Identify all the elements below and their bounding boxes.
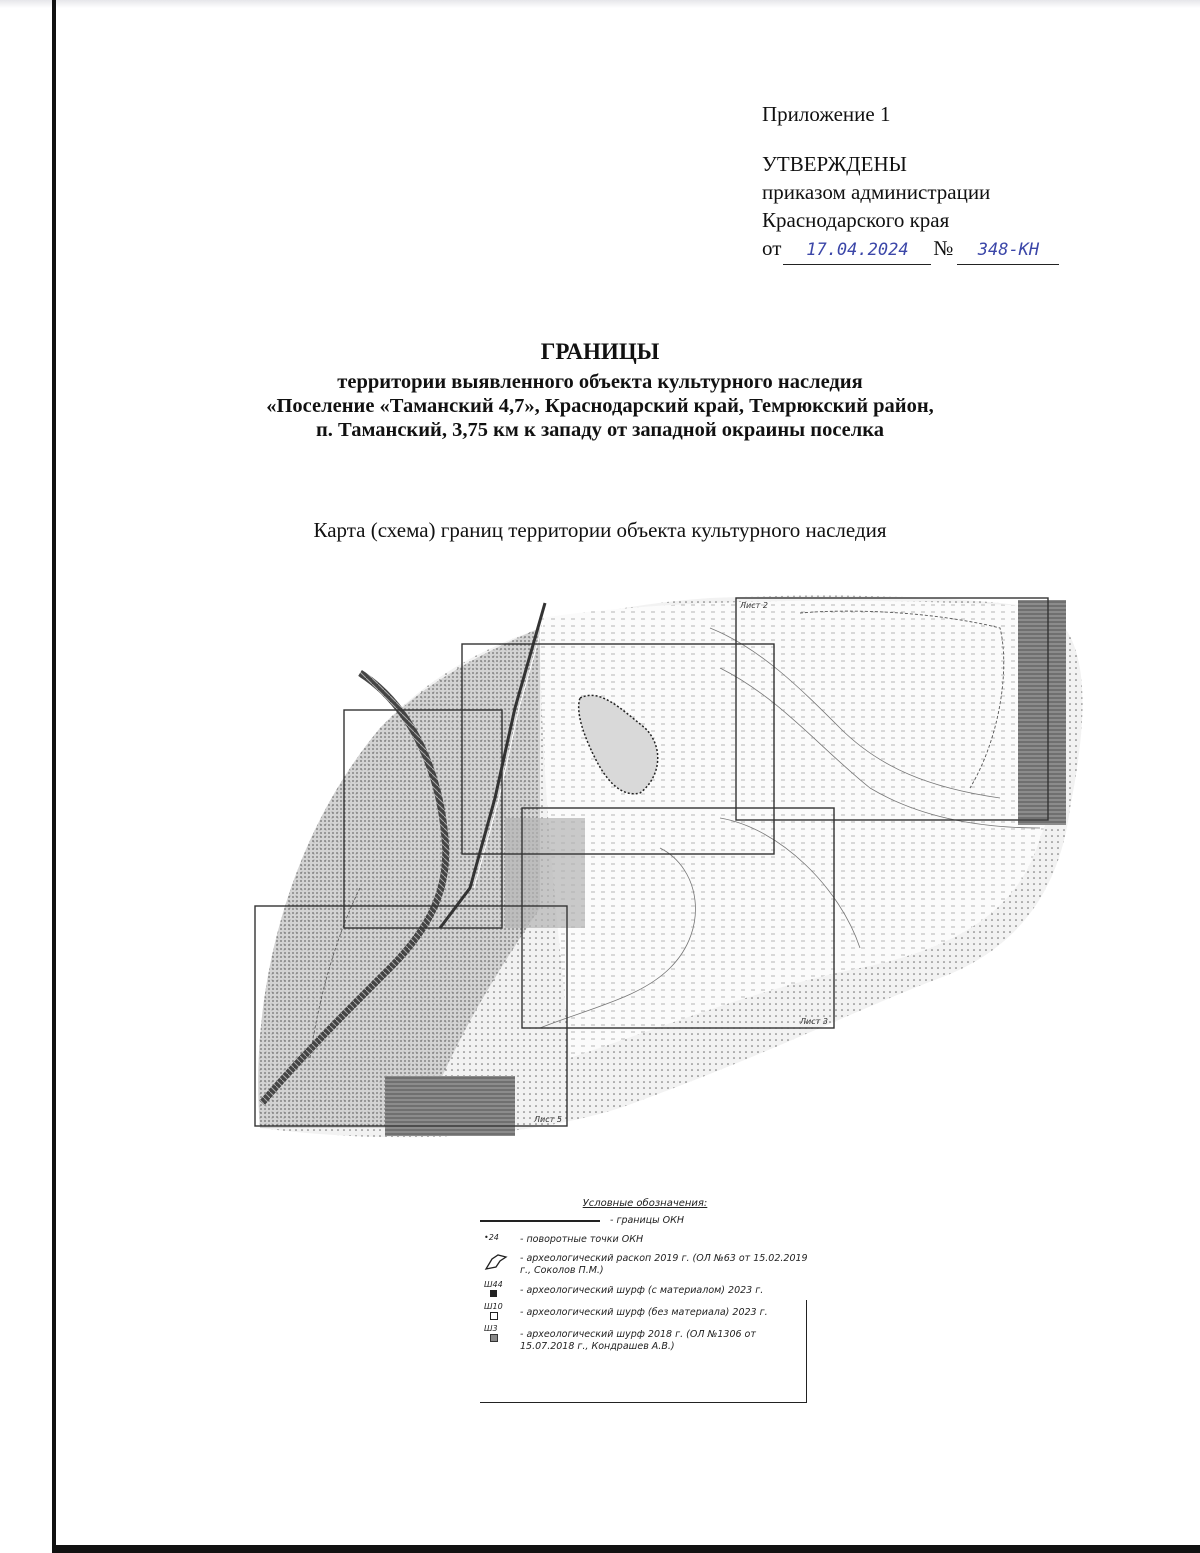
east-hatched-strip [1018,600,1066,825]
document-title [0,338,1200,442]
legend-text: - археологический шурф 2018 г. (ОЛ №1306 от 15.07.2018 г., Кондрашев А.В.) [520,1329,756,1352]
title-line-2: «Поселение «Таманский 4,7», Краснодарский край, Темрюкский район, [266,395,934,417]
pit-with-material-symbol [480,1280,520,1299]
legend-code: Ш3 [484,1324,498,1333]
date-field [783,234,931,265]
appendix-label: Приложение 1 [762,102,891,126]
date-prefix: от [762,236,782,260]
legend-item [480,1280,810,1299]
legend-text: - археологический шурф (без материала) 2023 г. [520,1307,768,1318]
number-field [957,234,1059,265]
approval-line-2: Краснодарского края [762,208,950,232]
title-line-1: территории выявленного объекта культурного наследия [337,371,863,393]
approval-block [762,100,1059,265]
central-shaded-area [505,818,585,928]
scan-top-shadow [0,0,1200,8]
approved-label: УТВЕРЖДЕНЫ [762,152,907,176]
sheet-label: Лист 2 [740,601,768,610]
approval-line-1: приказом администрации [762,180,991,204]
boundary-line-symbol [480,1215,610,1229]
legend-text: - археологический раскоп 2019 г. (ОЛ №63 от 15.02.2019 г., Соколов П.М.) [520,1253,808,1276]
number-prefix: № [933,236,954,260]
legend-frame [480,1300,807,1403]
turning-point-symbol [480,1234,520,1248]
map-svg [240,588,1100,1148]
date-value: 17.04.2024 [806,240,909,260]
approval-date-row [762,234,1059,265]
title-main: ГРАНИЦЫ [540,339,660,364]
sheet-label: Лист 5 [534,1115,562,1124]
sheet-label: Лист 3 [800,1017,828,1026]
legend-code: •24 [484,1233,499,1242]
excavation-symbol [480,1253,520,1275]
southwest-hatched-block [385,1076,515,1136]
map-subtitle: Карта (схема) границ территории объекта культурного наследия [313,518,887,542]
boundary-map [240,588,1100,1148]
legend-text: - границы ОКН [610,1215,685,1226]
legend-title: Условные обозначения: [582,1198,708,1209]
title-line-3: п. Таманский, 3,75 км к западу от западной окраины поселка [315,419,885,441]
scan-left-edge [52,0,56,1545]
legend-code: Ш44 [484,1280,503,1289]
legend-item [480,1253,810,1277]
legend-code: Ш10 [484,1302,503,1311]
legend-item [480,1215,810,1229]
scan-bottom-edge [52,1545,1200,1553]
legend-item [480,1234,810,1248]
legend-text: - археологический шурф (с материалом) 2023 г. [520,1285,764,1296]
excavation-icon [484,1253,510,1271]
number-value: 348-КН [977,240,1040,260]
legend-text: - поворотные точки ОКН [520,1234,644,1245]
